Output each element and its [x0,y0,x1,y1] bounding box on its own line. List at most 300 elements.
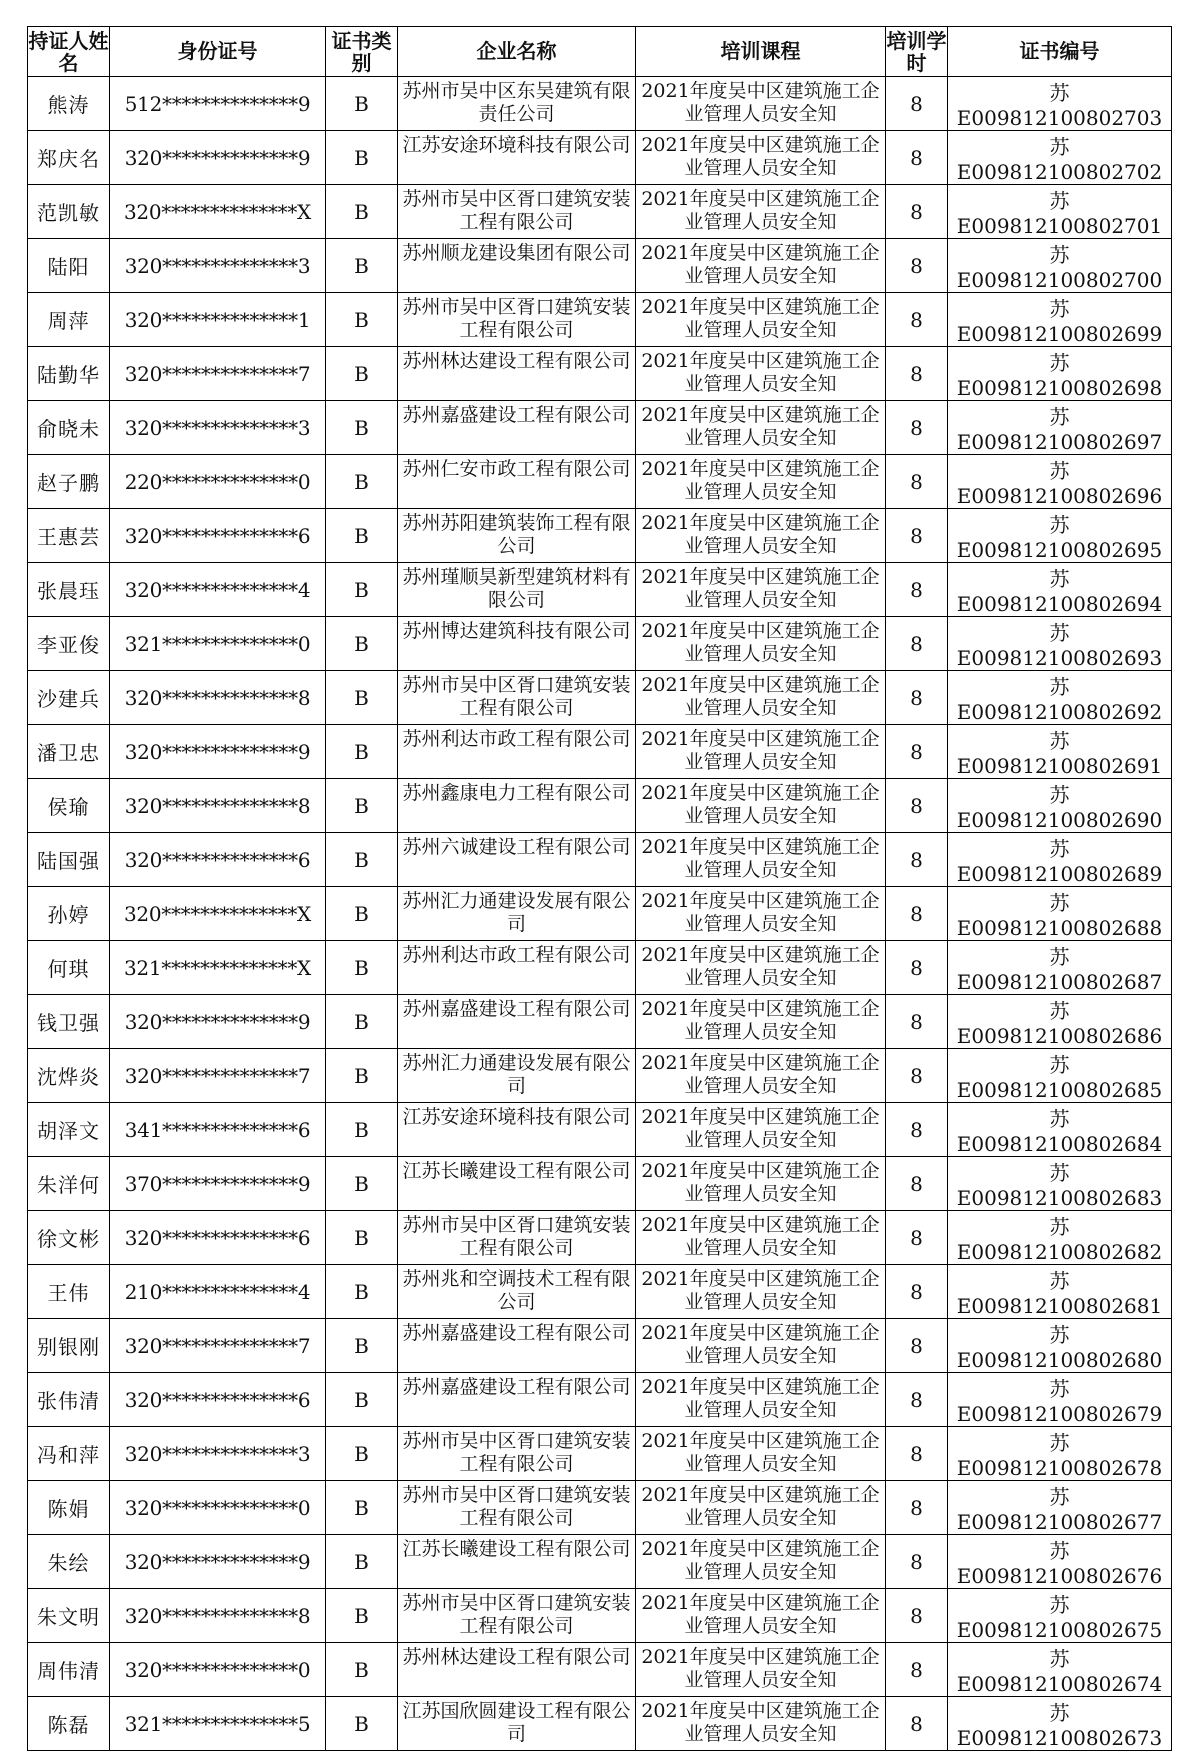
table-row [28,1589,1172,1643]
cert-number: 苏E009812100802681 [948,1265,1172,1319]
company-name-text: 苏州林达建设工程有限公司 [402,1645,631,1668]
id-number: 320**************6 [110,1373,326,1427]
training-hours: 8 [886,563,948,617]
course-name [636,185,886,239]
course-name [636,1319,886,1373]
course-name [636,347,886,401]
course-name [636,509,886,563]
training-hours: 8 [886,1535,948,1589]
company-name [398,1427,636,1481]
table-row [28,455,1172,509]
cert-number: 苏E009812100802683 [948,1157,1172,1211]
course-name [636,1265,886,1319]
cert-category: B [326,1535,398,1589]
cert-number: 苏E009812100802698 [948,347,1172,401]
cert-category: B [326,1157,398,1211]
table-row [28,1427,1172,1481]
course-name-text: 2021年度吴中区建筑施工企业管理人员安全知 [641,187,880,233]
company-name-text: 苏州市吴中区胥口建筑安装工程有限公司 [402,1429,631,1475]
table-row [28,185,1172,239]
company-name [398,293,636,347]
company-name [398,563,636,617]
holder-name: 朱绘 [28,1535,110,1589]
company-name-text: 苏州市吴中区胥口建筑安装工程有限公司 [402,1483,631,1529]
course-name [636,1373,886,1427]
table-row [28,1697,1172,1751]
course-name [636,1643,886,1697]
company-name-text: 苏州市吴中区胥口建筑安装工程有限公司 [402,187,631,233]
course-name-text: 2021年度吴中区建筑施工企业管理人员安全知 [641,1375,880,1421]
cert-category: B [326,1319,398,1373]
company-name [398,401,636,455]
cert-number: 苏E009812100802676 [948,1535,1172,1589]
cert-number: 苏E009812100802686 [948,995,1172,1049]
course-name-text: 2021年度吴中区建筑施工企业管理人员安全知 [641,1267,880,1313]
id-number: 220**************0 [110,455,326,509]
course-name-text: 2021年度吴中区建筑施工企业管理人员安全知 [641,1483,880,1529]
company-name [398,779,636,833]
cert-category: B [326,347,398,401]
holder-name: 俞晓未 [28,401,110,455]
company-name-text: 苏州兆和空调技术工程有限公司 [402,1267,631,1313]
holder-name: 侯瑜 [28,779,110,833]
course-name-text: 2021年度吴中区建筑施工企业管理人员安全知 [641,1213,880,1259]
id-number: 341**************6 [110,1103,326,1157]
cert-number: 苏E009812100802678 [948,1427,1172,1481]
cert-number: 苏E009812100802702 [948,131,1172,185]
company-name-text: 江苏长曦建设工程有限公司 [402,1159,631,1182]
id-number: 320**************8 [110,671,326,725]
course-name-text: 2021年度吴中区建筑施工企业管理人员安全知 [641,1699,880,1745]
cert-number: 苏E009812100802695 [948,509,1172,563]
cert-category: B [326,833,398,887]
cert-category: B [326,1265,398,1319]
course-name [636,293,886,347]
course-name [636,77,886,131]
table-row [28,77,1172,131]
cert-number: 苏E009812100802703 [948,77,1172,131]
id-number: 320**************0 [110,1481,326,1535]
training-hours: 8 [886,347,948,401]
holder-name: 胡泽文 [28,1103,110,1157]
holder-name: 沈烨炎 [28,1049,110,1103]
holder-name: 孙婷 [28,887,110,941]
training-hours: 8 [886,1697,948,1751]
holder-name: 陈磊 [28,1697,110,1751]
company-name [398,1319,636,1373]
table-row [28,293,1172,347]
holder-name: 赵子鹏 [28,455,110,509]
cert-number: 苏E009812100802687 [948,941,1172,995]
company-name-text: 苏州利达市政工程有限公司 [402,727,631,750]
course-name-text: 2021年度吴中区建筑施工企业管理人员安全知 [641,1537,880,1583]
id-number: 320**************8 [110,1589,326,1643]
course-name [636,1157,886,1211]
training-hours: 8 [886,779,948,833]
holder-name: 李亚俊 [28,617,110,671]
course-name [636,833,886,887]
company-name-text: 苏州嘉盛建设工程有限公司 [402,403,631,426]
cert-category: B [326,617,398,671]
course-name-text: 2021年度吴中区建筑施工企业管理人员安全知 [641,565,880,611]
header-course: 培训课程 [636,27,886,77]
holder-name: 张晨珏 [28,563,110,617]
id-number: 321**************X [110,941,326,995]
training-hours: 8 [886,1103,948,1157]
cert-number: 苏E009812100802679 [948,1373,1172,1427]
company-name [398,1589,636,1643]
company-name-text: 江苏长曦建设工程有限公司 [402,1537,631,1560]
course-name-text: 2021年度吴中区建筑施工企业管理人员安全知 [641,673,880,719]
id-number: 370**************9 [110,1157,326,1211]
training-hours: 8 [886,725,948,779]
company-name [398,1697,636,1751]
company-name-text: 苏州市吴中区胥口建筑安装工程有限公司 [402,673,631,719]
company-name-text: 苏州仁安市政工程有限公司 [402,457,631,480]
company-name-text: 苏州嘉盛建设工程有限公司 [402,1375,631,1398]
company-name [398,833,636,887]
company-name [398,725,636,779]
table-row [28,887,1172,941]
company-name-text: 江苏安途环境科技有限公司 [402,133,631,156]
cert-category: B [326,563,398,617]
holder-name: 朱文明 [28,1589,110,1643]
cert-number: 苏E009812100802680 [948,1319,1172,1373]
id-number: 320**************0 [110,1643,326,1697]
cert-category: B [326,995,398,1049]
holder-name: 别银刚 [28,1319,110,1373]
company-name [398,1211,636,1265]
cert-number: 苏E009812100802693 [948,617,1172,671]
course-name-text: 2021年度吴中区建筑施工企业管理人员安全知 [641,457,880,503]
id-number: 320**************7 [110,1049,326,1103]
cert-number: 苏E009812100802685 [948,1049,1172,1103]
id-number: 210**************4 [110,1265,326,1319]
training-hours: 8 [886,1265,948,1319]
company-name-text: 江苏安途环境科技有限公司 [402,1105,631,1128]
table-row [28,563,1172,617]
holder-name: 范凯敏 [28,185,110,239]
training-hours: 8 [886,941,948,995]
course-name [636,1589,886,1643]
course-name [636,887,886,941]
id-number: 320**************9 [110,1535,326,1589]
holder-name: 潘卫忠 [28,725,110,779]
cert-number: 苏E009812100802696 [948,455,1172,509]
table-row [28,239,1172,293]
course-name-text: 2021年度吴中区建筑施工企业管理人员安全知 [641,781,880,827]
course-name-text: 2021年度吴中区建筑施工企业管理人员安全知 [641,1159,880,1205]
company-name [398,887,636,941]
holder-name: 钱卫强 [28,995,110,1049]
training-hours: 8 [886,995,948,1049]
company-name-text: 苏州市吴中区胥口建筑安装工程有限公司 [402,1591,631,1637]
training-hours: 8 [886,185,948,239]
table-row [28,401,1172,455]
cert-category: B [326,1049,398,1103]
training-hours: 8 [886,1319,948,1373]
course-name-text: 2021年度吴中区建筑施工企业管理人员安全知 [641,133,880,179]
training-hours: 8 [886,293,948,347]
cert-number: 苏E009812100802677 [948,1481,1172,1535]
table-row [28,1373,1172,1427]
course-name-text: 2021年度吴中区建筑施工企业管理人员安全知 [641,403,880,449]
holder-name: 周萍 [28,293,110,347]
course-name [636,1427,886,1481]
cert-number: 苏E009812100802684 [948,1103,1172,1157]
table-row [28,1265,1172,1319]
course-name-text: 2021年度吴中区建筑施工企业管理人员安全知 [641,943,880,989]
cert-category: B [326,779,398,833]
id-number: 512**************9 [110,77,326,131]
company-name [398,941,636,995]
holder-name: 陆国强 [28,833,110,887]
company-name-text: 江苏国欣圆建设工程有限公司 [402,1699,631,1745]
holder-name: 沙建兵 [28,671,110,725]
cert-category: B [326,941,398,995]
cert-number: 苏E009812100802682 [948,1211,1172,1265]
course-name [636,779,886,833]
training-hours: 8 [886,1049,948,1103]
company-name-text: 苏州汇力通建设发展有限公司 [402,889,631,935]
course-name [636,1049,886,1103]
training-hours: 8 [886,1589,948,1643]
course-name [636,1211,886,1265]
training-hours: 8 [886,1157,948,1211]
table-row [28,1049,1172,1103]
company-name [398,131,636,185]
company-name [398,185,636,239]
company-name [398,1157,636,1211]
table-row [28,941,1172,995]
course-name [636,1697,886,1751]
course-name-text: 2021年度吴中区建筑施工企业管理人员安全知 [641,619,880,665]
cert-category: B [326,1697,398,1751]
table-row [28,725,1172,779]
company-name [398,671,636,725]
id-number: 320**************3 [110,1427,326,1481]
company-name [398,77,636,131]
company-name-text: 苏州顺龙建设集团有限公司 [402,241,631,264]
table-row [28,509,1172,563]
cert-category: B [326,671,398,725]
cert-number: 苏E009812100802688 [948,887,1172,941]
holder-name: 熊涛 [28,77,110,131]
company-name-text: 苏州嘉盛建设工程有限公司 [402,997,631,1020]
course-name-text: 2021年度吴中区建筑施工企业管理人员安全知 [641,295,880,341]
training-hours: 8 [886,617,948,671]
table-row [28,1157,1172,1211]
id-number: 320**************6 [110,1211,326,1265]
course-name [636,1103,886,1157]
company-name-text: 苏州六诚建设工程有限公司 [402,835,631,858]
training-hours: 8 [886,401,948,455]
training-hours: 8 [886,1481,948,1535]
course-name [636,1535,886,1589]
company-name [398,1373,636,1427]
cert-number: 苏E009812100802689 [948,833,1172,887]
course-name-text: 2021年度吴中区建筑施工企业管理人员安全知 [641,241,880,287]
course-name [636,239,886,293]
training-hours: 8 [886,131,948,185]
course-name-text: 2021年度吴中区建筑施工企业管理人员安全知 [641,349,880,395]
course-name-text: 2021年度吴中区建筑施工企业管理人员安全知 [641,1429,880,1475]
cert-category: B [326,239,398,293]
id-number: 320**************7 [110,1319,326,1373]
table-row [28,779,1172,833]
id-number: 320**************3 [110,239,326,293]
cert-number: 苏E009812100802694 [948,563,1172,617]
cert-category: B [326,1643,398,1697]
cert-category: B [326,131,398,185]
company-name-text: 苏州苏阳建筑装饰工程有限公司 [402,511,631,557]
header-id-number: 身份证号 [110,27,326,77]
header-cert-number: 证书编号 [948,27,1172,77]
holder-name: 朱洋何 [28,1157,110,1211]
cert-number: 苏E009812100802699 [948,293,1172,347]
course-name-text: 2021年度吴中区建筑施工企业管理人员安全知 [641,1591,880,1637]
cert-category: B [326,1373,398,1427]
cert-number: 苏E009812100802674 [948,1643,1172,1697]
course-name [636,671,886,725]
company-name [398,1049,636,1103]
table-row [28,347,1172,401]
holder-name: 何琪 [28,941,110,995]
id-number: 320**************8 [110,779,326,833]
id-number: 321**************5 [110,1697,326,1751]
cert-number: 苏E009812100802692 [948,671,1172,725]
company-name-text: 苏州林达建设工程有限公司 [402,349,631,372]
course-name-text: 2021年度吴中区建筑施工企业管理人员安全知 [641,889,880,935]
training-hours: 8 [886,1643,948,1697]
course-name [636,995,886,1049]
table-row [28,131,1172,185]
table-row [28,1211,1172,1265]
id-number: 320**************4 [110,563,326,617]
table-row [28,617,1172,671]
company-name [398,1265,636,1319]
table-row [28,671,1172,725]
table-row [28,995,1172,1049]
company-name-text: 苏州汇力通建设发展有限公司 [402,1051,631,1097]
id-number: 320**************X [110,185,326,239]
header-row [28,27,1172,77]
company-name [398,995,636,1049]
holder-name: 冯和萍 [28,1427,110,1481]
course-name [636,941,886,995]
company-name [398,509,636,563]
company-name [398,347,636,401]
cert-category: B [326,455,398,509]
course-name-text: 2021年度吴中区建筑施工企业管理人员安全知 [641,1051,880,1097]
course-name-text: 2021年度吴中区建筑施工企业管理人员安全知 [641,835,880,881]
holder-name: 陈娟 [28,1481,110,1535]
id-number: 320**************9 [110,725,326,779]
company-name-text: 苏州博达建筑科技有限公司 [402,619,631,642]
course-name-text: 2021年度吴中区建筑施工企业管理人员安全知 [641,79,880,125]
training-hours: 8 [886,77,948,131]
course-name [636,401,886,455]
table-body [28,77,1172,1751]
cert-category: B [326,1211,398,1265]
course-name-text: 2021年度吴中区建筑施工企业管理人员安全知 [641,1645,880,1691]
cert-number: 苏E009812100802691 [948,725,1172,779]
training-hours: 8 [886,1211,948,1265]
id-number: 320**************9 [110,131,326,185]
holder-name: 王伟 [28,1265,110,1319]
table-header [28,27,1172,77]
cert-number: 苏E009812100802675 [948,1589,1172,1643]
cert-category: B [326,1589,398,1643]
cert-number: 苏E009812100802701 [948,185,1172,239]
holder-name: 徐文彬 [28,1211,110,1265]
cert-number: 苏E009812100802673 [948,1697,1172,1751]
course-name [636,725,886,779]
company-name-text: 苏州利达市政工程有限公司 [402,943,631,966]
training-hours: 8 [886,671,948,725]
id-number: 320**************6 [110,509,326,563]
header-hours: 培训学时 [886,28,947,75]
cert-category: B [326,185,398,239]
company-name-text: 苏州市吴中区东吴建筑有限责任公司 [402,79,631,125]
table-row [28,1481,1172,1535]
header-company: 企业名称 [398,27,636,77]
course-name-text: 2021年度吴中区建筑施工企业管理人员安全知 [641,511,880,557]
course-name-text: 2021年度吴中区建筑施工企业管理人员安全知 [641,1321,880,1367]
training-hours: 8 [886,1373,948,1427]
company-name-text: 苏州瑾顺昊新型建筑材料有限公司 [402,565,631,611]
header-name: 持证人姓名 [28,28,109,75]
id-number: 320**************9 [110,995,326,1049]
company-name-text: 苏州市吴中区胥口建筑安装工程有限公司 [402,295,631,341]
training-hours: 8 [886,1427,948,1481]
table-row [28,1319,1172,1373]
course-name [636,1481,886,1535]
training-hours: 8 [886,455,948,509]
course-name [636,131,886,185]
company-name [398,455,636,509]
cert-number: 苏E009812100802690 [948,779,1172,833]
id-number: 320**************X [110,887,326,941]
course-name [636,617,886,671]
cert-category: B [326,1103,398,1157]
id-number: 321**************0 [110,617,326,671]
course-name-text: 2021年度吴中区建筑施工企业管理人员安全知 [641,1105,880,1151]
company-name [398,1535,636,1589]
company-name [398,1103,636,1157]
course-name [636,563,886,617]
table-row [28,1535,1172,1589]
table-row [28,1643,1172,1697]
cert-category: B [326,401,398,455]
id-number: 320**************3 [110,401,326,455]
cert-category: B [326,1427,398,1481]
holder-name: 陆勤华 [28,347,110,401]
header-category: 证书类别 [326,27,398,77]
company-name [398,1643,636,1697]
company-name-text: 苏州嘉盛建设工程有限公司 [402,1321,631,1344]
course-name-text: 2021年度吴中区建筑施工企业管理人员安全知 [641,997,880,1043]
company-name-text: 苏州市吴中区胥口建筑安装工程有限公司 [402,1213,631,1259]
holder-name: 王惠芸 [28,509,110,563]
company-name-text: 苏州鑫康电力工程有限公司 [402,781,631,804]
company-name [398,239,636,293]
cert-category: B [326,887,398,941]
certificate-table [27,26,1172,1751]
holder-name: 陆阳 [28,239,110,293]
holder-name: 郑庆名 [28,131,110,185]
id-number: 320**************6 [110,833,326,887]
